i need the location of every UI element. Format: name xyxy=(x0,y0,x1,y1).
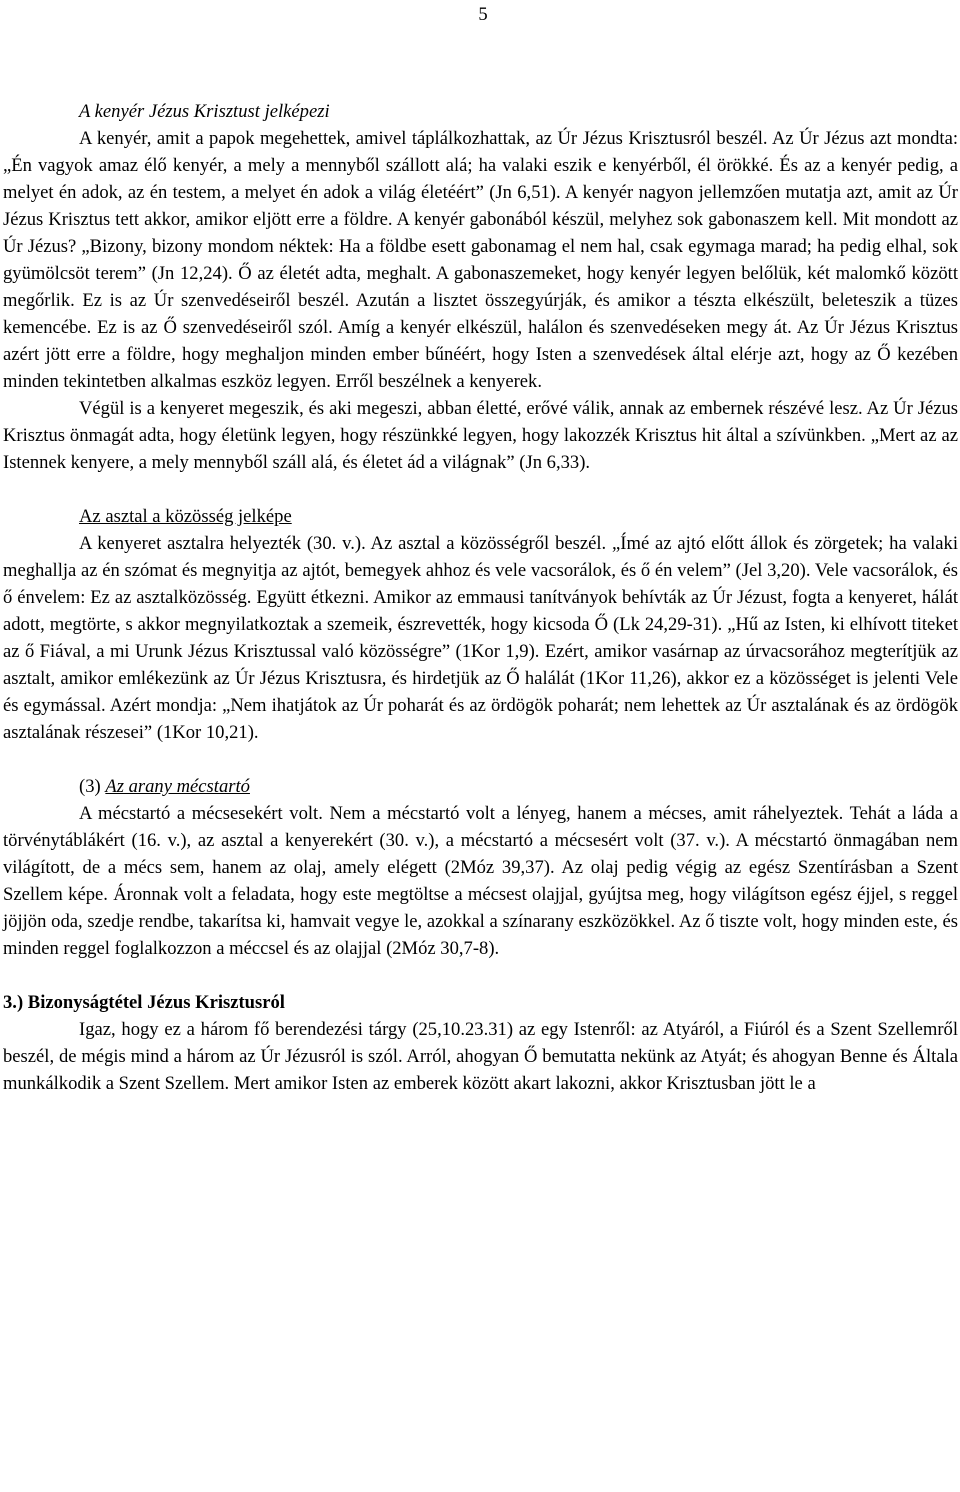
section-number: (3) xyxy=(79,776,101,797)
section-title-table: Az asztal a közösség jelképe xyxy=(79,506,292,527)
section-title-lampstand xyxy=(3,773,958,800)
section-title-testimony: 3.) Bizonyságtétel Jézus Krisztusról xyxy=(3,992,285,1013)
section-spacer xyxy=(3,476,958,503)
section-spacer xyxy=(3,962,958,989)
paragraph-testimony-1: Igaz, hogy ez a három fő berendezési tárgy (25,10.23.31) az egy Istenről: az Atyáról, a Fiúról és a Szent Szellemről beszél, de mégis mind a három az Úr Jézusról is szól. Arról, ahogyan Ő bemutatta nekünk az Atyát; és ahogyan Benne és Általa munkálkodik a Szent Szellem. Mert amikor Isten az emberek között akart lakozni, akkor Krisztusban jött le a xyxy=(3,1019,958,1094)
paragraph-lampstand-1: A mécstartó a mécsesekért volt. Nem a mécstartó volt a lényeg, hanem a mécses, amit ráhelyeztek. Tehát a láda a törvénytáblákért (16. v.), az asztal a kenyerekért (30. v.), a mécstartó a mécsesért volt (37. v.). A mécstartó önmagában nem világított, de a mécs sem, hanem az olaj, amely elégett (2Móz 39,37). Az olaj pedig végig az egész Szentírásban a Szent Szellem képe. Áronnak volt a feladata, hogy este megtöltse a mécsest olajjal, gyújtsa meg, hogy világítson egész éjjel, s reggel jöjjön oda, szedje rendbe, takarítsa ki, hamvait vegye le, azokkal a színarany eszközökkel. Az ő tiszte volt, hogy minden este, és minden reggel foglalkozzon a méccsel és az olajjal (2Móz 30,7-8). xyxy=(3,803,958,959)
section-spacer xyxy=(3,746,958,773)
page-number: 5 xyxy=(478,4,488,25)
paragraph-bread-1: A kenyér, amit a papok megehettek, amivel táplálkozhattak, az Úr Jézus Krisztusról beszél. Az Úr Jézus azt mondta: „Én vagyok amaz élő kenyér, a mely a mennyből szállott alá; ha valaki eszik e kenyérből, él örökké. És az a kenyér pedig, a melyet én adok, az én testem, a melyet én adok a világ életéért” (Jn 6,51). A kenyér nagyon jellemzően mutatja azt, amit az Úr Jézus Krisztus tett akkor, amikor eljött erre a földre. A kenyér gabonából készül, melyhez sok gabonaszem kell. Mit mondott az Úr Jézus? „Bizony, bizony mondom néktek: Ha a földbe esett gabonamag el nem hal, csak egymaga marad; ha pedig elhal, sok gyümölcsöt terem” (Jn 12,24). Ő az életét adta, meghalt. A gabonaszemeket, hogy kenyér legyen belőlük, két malomkő között megőrlik. Ez is az Úr szenvedéseiről beszél. Azután a lisztet összegyúrják, és amikor a tészta elkészült, beleteszik a tüzes kemencébe. Ez is az Ő szenvedéseiről szól. Amíg a kenyér elkészül, halálon és szenvedéseken megy át. Az Úr Jézus Krisztus azért jött erre a földre, hogy meghaljon minden ember bűnéért, hogy Isten a szenvedések által elérje azt, hogy az Ő kezében minden tekintetben alkalmas eszköz legyen. Erről beszélnek a kenyerek. xyxy=(3,128,958,392)
section-title-bread: A kenyér Jézus Krisztust jelképezi xyxy=(79,101,330,122)
section-title-text: Az arany mécstartó xyxy=(105,776,250,797)
paragraph-bread-2: Végül is a kenyeret megeszik, és aki megeszi, abban életté, erővé válik, annak az embernek részévé lesz. Az Úr Jézus Krisztus önmagát adta, hogy életünk legyen, hogy részünkké legyen, hogy lakozzék Krisztus hit által a szívünkben. „Mert az az Istennek kenyere, a mely mennyből száll alá, és életet ád a világnak” (Jn 6,33). xyxy=(3,398,958,473)
document-body xyxy=(3,98,958,1097)
paragraph-table-1: A kenyeret asztalra helyezték (30. v.). Az asztal a közösségről beszél. „Ímé az ajtó előtt állok és zörgetek; ha valaki meghallja az én szómat és megnyitja az ajtót, bemegyek ahhoz és vele vacsorálok, és ő én velem” (Jel 3,20). Vele vacsorálok, és ő énvelem: Ez az asztalközösség. Együtt étkezni. Amikor az emmausi tanítványok behívták az Úr Jézust, fogta a kenyeret, hálát adott, megtörte, s akkor megnyilatkoztak a szemeik, észrevették, hogy kicsoda Ő (Lk 24,29-31). „Hű az Isten, ki elhívott titeket az ő Fiával, a mi Urunk Jézus Krisztussal való közösségre” (1Kor 1,9). Ezért, amikor vasárnap az úrvacsorához megterítjük az asztalt, amikor emlékezünk az Úr Jézus Krisztusra, és hirdetjük az Ő halálát (1Kor 11,26), akkor ez a közösséget is jelenti Vele és egymással. Azért mondja: „Nem ihatjátok az Úr poharát és az ördögök poharát; nem lehettek az Úr asztalának és az ördögök asztalának részesei” (1Kor 10,21). xyxy=(3,533,958,743)
